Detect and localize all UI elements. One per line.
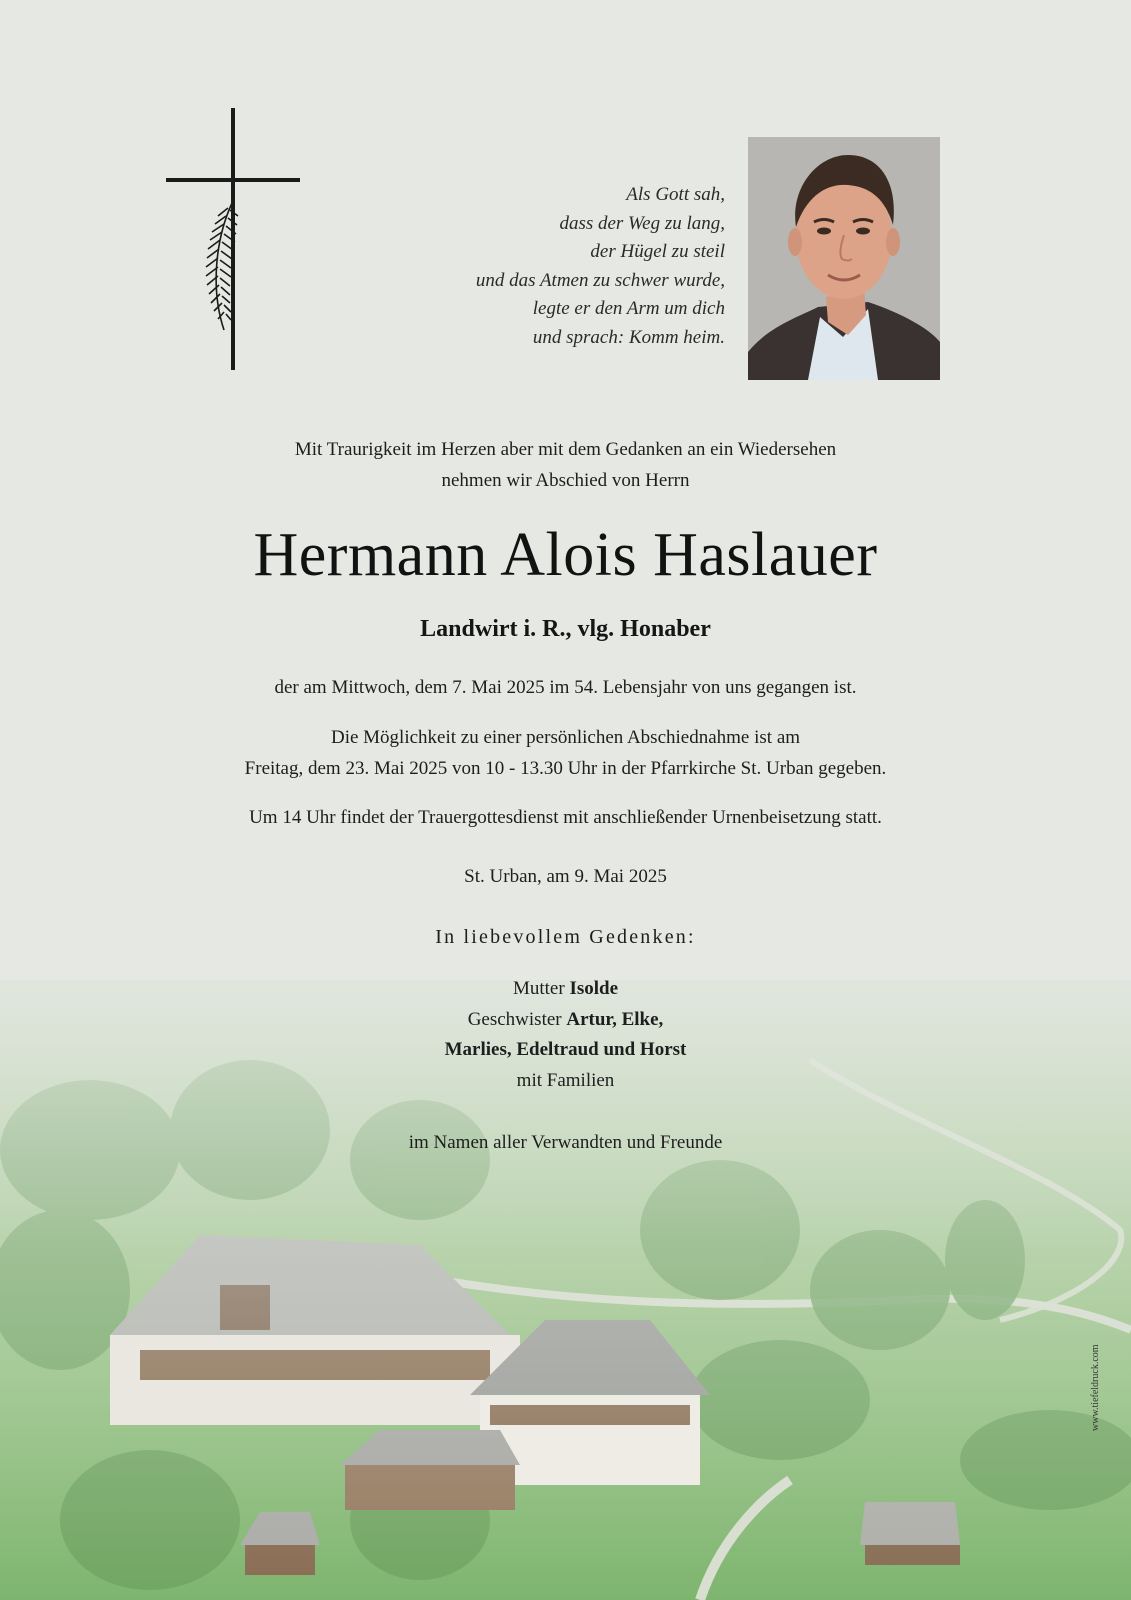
intro-line: Mit Traurigkeit im Herzen aber mit dem Gedanken an ein Wiedersehen bbox=[294, 439, 837, 460]
mother-name: Isolde bbox=[569, 978, 619, 999]
relatives-line: im Namen aller Verwandten und Freunde bbox=[408, 1132, 723, 1153]
mother-label: Mutter bbox=[512, 978, 565, 999]
siblings-names: Marlies, Edeltraud und Horst bbox=[444, 1039, 687, 1060]
poem-line: der Hügel zu steil bbox=[590, 241, 725, 263]
poem bbox=[395, 181, 725, 353]
place-date: St. Urban, am 9. Mai 2025 bbox=[464, 866, 667, 887]
intro-text bbox=[0, 434, 1131, 496]
siblings-label: Geschwister bbox=[467, 1008, 562, 1030]
family-siblings-continued bbox=[0, 1035, 1131, 1066]
siblings-names: Artur, Elke, bbox=[566, 1008, 664, 1030]
death-notice: der am Mittwoch, dem 7. Mai 2025 im 54. Lebensjahr von uns gegangen ist. bbox=[274, 677, 857, 698]
farewell-info bbox=[0, 722, 1131, 784]
portrait-photo bbox=[748, 137, 940, 380]
poem-line: Als Gott sah, bbox=[626, 184, 725, 205]
cross-with-palm-icon bbox=[166, 108, 300, 370]
farewell-line: Freitag, dem 23. Mai 2025 von 10 - 13.30 Uhr in der Pfarrkirche St. Urban gegeben. bbox=[244, 758, 887, 779]
family-mother bbox=[0, 974, 1131, 1005]
poem-line: und das Atmen zu schwer wurde, bbox=[475, 269, 725, 291]
poem-line: legte er den Arm um dich bbox=[532, 298, 725, 320]
family-families: mit Familien bbox=[516, 1069, 615, 1091]
family-list bbox=[0, 974, 1131, 1096]
farewell-line: Die Möglichkeit zu einer persönlichen Abschiednahme ist am bbox=[330, 727, 801, 748]
intro-line: nehmen wir Abschied von Herrn bbox=[441, 470, 690, 491]
poem-line: dass der Weg zu lang, bbox=[559, 212, 725, 234]
family-siblings bbox=[0, 1005, 1131, 1036]
deceased-occupation: Landwirt i. R., vlg. Honaber bbox=[420, 616, 711, 642]
deceased-name: Hermann Alois Haslauer bbox=[253, 521, 878, 589]
service-info: Um 14 Uhr findet der Trauergottesdienst mit anschließender Urnenbeisetzung statt. bbox=[249, 807, 882, 828]
memory-heading: In liebevollem Gedenken: bbox=[435, 926, 696, 948]
poem-line: und sprach: Komm heim. bbox=[532, 326, 725, 348]
printer-credit: www.tiefeldruck.com bbox=[1090, 1344, 1101, 1432]
